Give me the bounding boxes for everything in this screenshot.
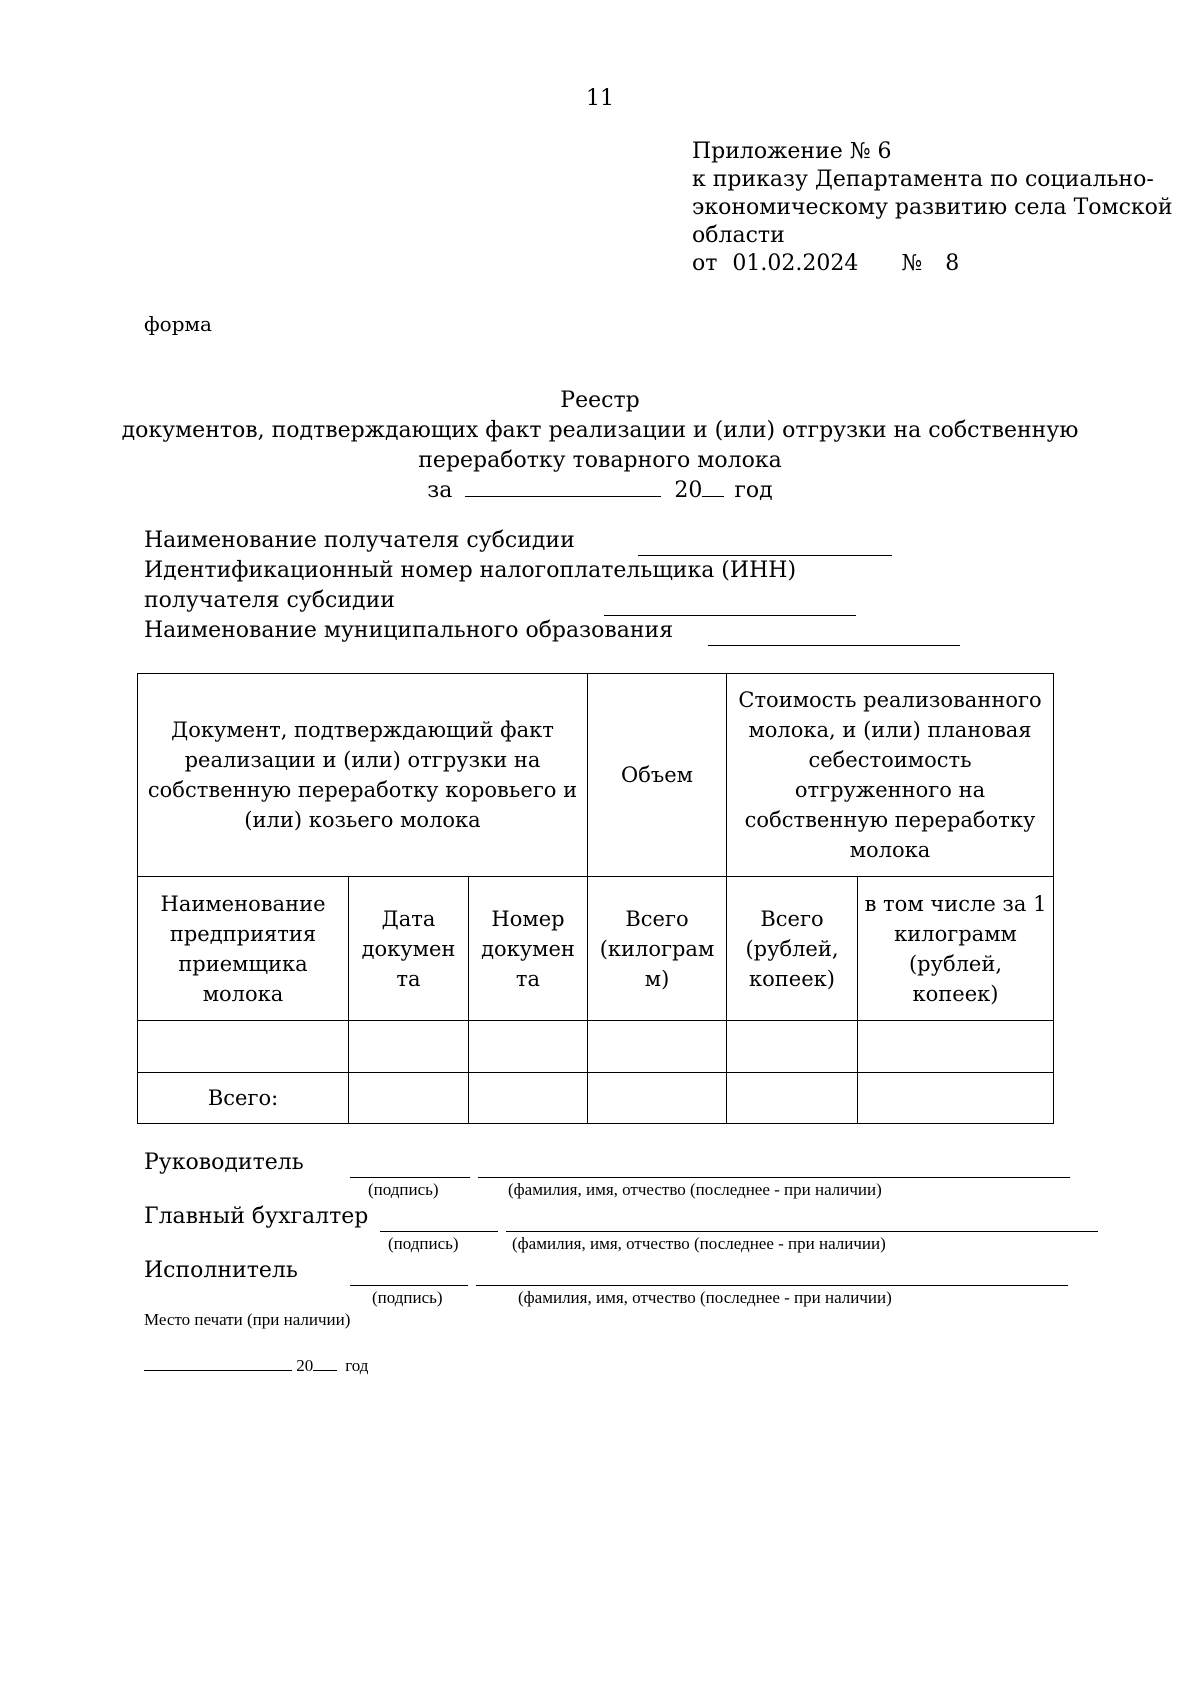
total-label: Всего: (138, 1073, 349, 1124)
appendix-title: Приложение № 6 (692, 139, 892, 164)
col-cost-total: Всего (рублей, копеек) (727, 877, 858, 1021)
inn-blank (604, 615, 856, 616)
footer-year-prefix: 20 (296, 1356, 314, 1375)
head-name-caption: (фамилия, имя, отчество (последнее - при наличии) (508, 1180, 882, 1199)
executor-name-caption: (фамилия, имя, отчество (последнее - при наличии) (518, 1288, 892, 1307)
table-cell (727, 1073, 858, 1124)
table-subheader-row (138, 877, 1054, 1021)
table-cell (588, 1021, 727, 1073)
year-blank (702, 476, 724, 497)
table-total-row (138, 1073, 1054, 1124)
appendix-order-line1: к приказу Департамента по социально- (692, 167, 1154, 192)
inn-label-line2: получателя субсидии (144, 588, 395, 613)
header-cost: Стоимость реализованного молока, и (или) плановая себестоимость отгруженного на собственную переработку молока (727, 674, 1054, 877)
table-cell (469, 1021, 588, 1073)
appendix-number-label: № (901, 251, 923, 276)
table-cell (858, 1073, 1054, 1124)
table-cell (469, 1073, 588, 1124)
title-line2: документов, подтверждающих факт реализации и (или) отгрузки на собственную (121, 418, 1079, 443)
page-number: 11 (586, 86, 614, 111)
footer-date (144, 1356, 368, 1376)
table-cell (349, 1021, 469, 1073)
head-signature-line (350, 1177, 470, 1178)
table-cell (588, 1073, 727, 1124)
chief-accountant-label: Главный бухгалтер (144, 1204, 369, 1229)
form-label: форма (144, 312, 212, 336)
col-enterprise: Наименование предприятия приемщика молока (138, 877, 349, 1021)
accountant-name-caption: (фамилия, имя, отчество (последнее - при наличии) (512, 1234, 886, 1253)
title-period-line (0, 476, 1200, 506)
period-prefix: за (427, 478, 453, 503)
executor-label: Исполнитель (144, 1258, 298, 1283)
recipient-name-blank (638, 555, 892, 556)
appendix-date-prefix: от (692, 251, 718, 276)
appendix-block (692, 138, 1173, 278)
appendix-date-line (692, 250, 1162, 278)
executor-name-line (476, 1285, 1068, 1286)
footer-year-blank (313, 1356, 337, 1371)
year-prefix: 20 (674, 478, 703, 503)
title-line3: переработку товарного молока (418, 448, 782, 473)
appendix-date: 01.02.2024 (732, 251, 859, 276)
title-line1: Реестр (560, 388, 640, 413)
table-cell (727, 1021, 858, 1073)
inn-label-line1: Идентификационный номер налогоплательщика (ИНН) (144, 558, 797, 583)
accountant-signature-caption: (подпись) (388, 1234, 459, 1253)
stamp-place: Место печати (при наличии) (144, 1310, 351, 1329)
col-cost-per-kg: в том числе за 1 килограмм (рублей, копеек) (858, 877, 1054, 1021)
register-table (137, 673, 1054, 1124)
appendix-number: 8 (945, 251, 960, 276)
col-number: Номер докумен та (469, 877, 588, 1021)
period-blank (465, 476, 661, 497)
executor-signature-line (350, 1285, 468, 1286)
appendix-order-line3: области (692, 223, 785, 248)
appendix-order-line2: экономическому развитию села Томской (692, 195, 1173, 220)
year-suffix: год (734, 478, 773, 503)
head-signature-caption: (подпись) (368, 1180, 439, 1199)
table-cell (138, 1021, 349, 1073)
accountant-signature-line (380, 1231, 498, 1232)
municipality-blank (708, 645, 960, 646)
header-volume: Объем (588, 674, 727, 877)
table-cell (858, 1021, 1054, 1073)
header-document: Документ, подтверждающий факт реализации и (или) отгрузки на собственную переработку коровьего и (или) козьего молока (138, 674, 588, 877)
document-title (0, 386, 1200, 506)
footer-year-suffix: год (345, 1356, 369, 1375)
table-header-row (138, 674, 1054, 877)
recipient-name-label: Наименование получателя субсидии (144, 528, 575, 553)
accountant-name-line (506, 1231, 1098, 1232)
municipality-label: Наименование муниципального образования (144, 618, 674, 643)
head-name-line (478, 1177, 1070, 1178)
col-date: Дата докумен та (349, 877, 469, 1021)
table-cell (349, 1073, 469, 1124)
table-row (138, 1021, 1054, 1073)
footer-date-blank (144, 1356, 292, 1371)
col-volume-total: Всего (килограм м) (588, 877, 727, 1021)
head-label: Руководитель (144, 1150, 304, 1175)
executor-signature-caption: (подпись) (372, 1288, 443, 1307)
